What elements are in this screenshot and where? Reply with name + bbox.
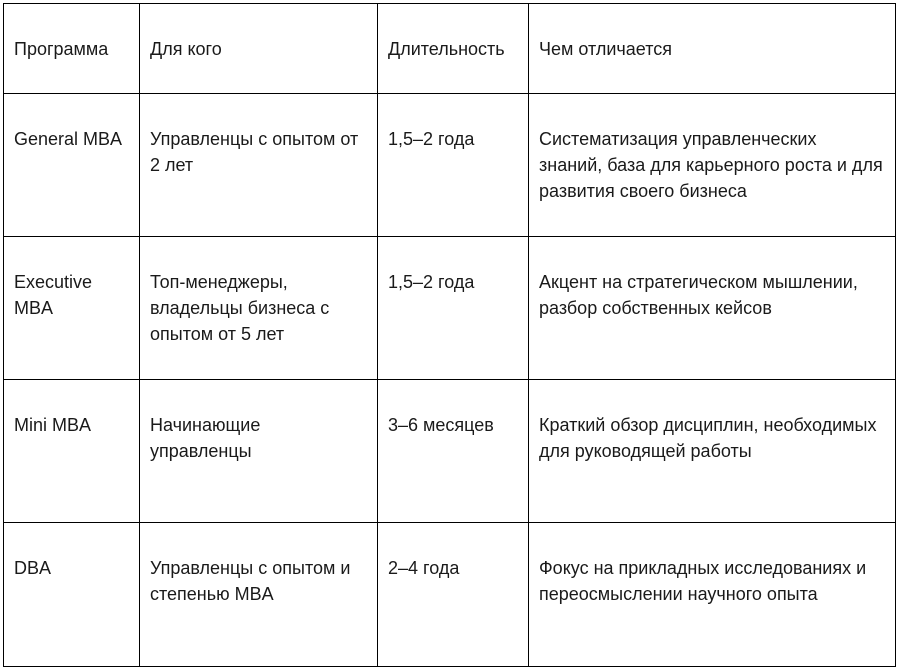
table-row xyxy=(4,523,896,667)
table-header-row xyxy=(4,4,896,94)
cell-program: Mini MBA xyxy=(4,380,140,523)
cell-duration: 1,5–2 года xyxy=(378,237,529,380)
cell-audience: Топ-менеджеры, владельцы бизнеса с опытом от 5 лет xyxy=(140,237,378,380)
cell-difference: Систематизация управленческих знаний, база для карьерного роста и для развития своего бизнеса xyxy=(529,94,896,237)
table-row xyxy=(4,237,896,380)
table-row xyxy=(4,94,896,237)
cell-audience: Начинающие управленцы xyxy=(140,380,378,523)
cell-program: DBA xyxy=(4,523,140,667)
header-program: Программа xyxy=(4,4,140,94)
cell-program: General MBA xyxy=(4,94,140,237)
cell-duration: 3–6 месяцев xyxy=(378,380,529,523)
cell-duration: 1,5–2 года xyxy=(378,94,529,237)
cell-difference: Акцент на стратегическом мышлении, разбор собственных кейсов xyxy=(529,237,896,380)
header-duration: Длительность xyxy=(378,4,529,94)
table-row xyxy=(4,380,896,523)
mba-programs-table xyxy=(3,3,896,667)
header-audience: Для кого xyxy=(140,4,378,94)
cell-audience: Управленцы с опытом от 2 лет xyxy=(140,94,378,237)
cell-audience: Управленцы с опытом и степенью MBA xyxy=(140,523,378,667)
header-difference: Чем отличается xyxy=(529,4,896,94)
cell-difference: Фокус на прикладных исследованиях и переосмыслении научного опыта xyxy=(529,523,896,667)
cell-program: Executive MBA xyxy=(4,237,140,380)
cell-difference: Краткий обзор дисциплин, необходимых для руководящей работы xyxy=(529,380,896,523)
cell-duration: 2–4 года xyxy=(378,523,529,667)
